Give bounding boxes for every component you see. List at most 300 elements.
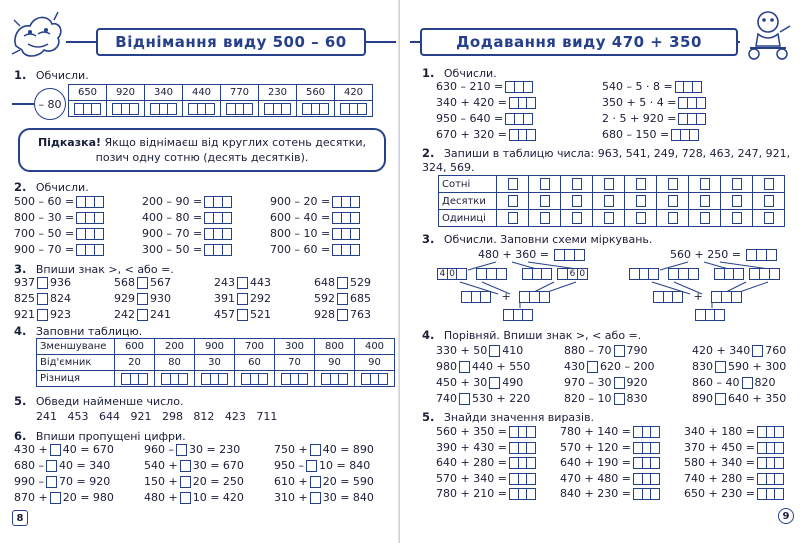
comparison	[692, 392, 786, 405]
digit-box[interactable]	[526, 426, 536, 438]
answer-boxes	[757, 488, 784, 500]
digit-cell[interactable]	[625, 176, 657, 193]
expression-part: 30 = 670	[192, 459, 244, 472]
answer-boxes	[509, 488, 536, 500]
expression-text: 580 + 340 =	[684, 456, 755, 469]
answer-cell	[183, 101, 221, 117]
subtrahend-cell: 30	[195, 355, 235, 371]
exercise	[14, 475, 110, 488]
digit-box[interactable]	[526, 97, 536, 109]
digit-box[interactable]	[319, 103, 329, 115]
digit-box[interactable]	[540, 178, 550, 190]
task-1-exercises	[436, 80, 776, 144]
exercise	[560, 425, 660, 438]
digit-box[interactable]	[764, 212, 774, 224]
digit-box[interactable]	[243, 103, 253, 115]
digit-box[interactable]	[689, 129, 699, 141]
exercise	[560, 441, 660, 454]
sign-box[interactable]	[489, 345, 500, 357]
digit-box[interactable]	[572, 212, 582, 224]
expression-part: 430 +	[14, 443, 48, 456]
digit-box[interactable]	[732, 178, 742, 190]
digit-box[interactable]	[636, 212, 646, 224]
sign-box[interactable]	[337, 293, 348, 305]
answer-cell	[221, 101, 259, 117]
digit-box[interactable]	[94, 212, 104, 224]
digit-box[interactable]	[604, 195, 614, 207]
right-operand: 930	[150, 292, 171, 305]
digit-box[interactable]	[526, 473, 536, 485]
digit-box[interactable]	[338, 373, 348, 385]
row-label: Від'ємник	[37, 355, 115, 371]
answer-boxes	[757, 442, 784, 454]
minuend-cell: 900	[195, 339, 235, 355]
digit-cell[interactable]	[561, 210, 593, 227]
expression-part: 960 –	[144, 443, 174, 456]
answer-boxes	[161, 373, 188, 385]
row-label: Десятки	[439, 193, 497, 210]
left-operand: 928	[314, 308, 335, 321]
right-operand: 640 + 350	[728, 392, 787, 405]
answer-boxes	[675, 81, 702, 93]
digit-box[interactable]	[650, 442, 660, 454]
exercise	[560, 456, 660, 469]
row-label: Сотні	[439, 176, 497, 193]
digit-cell[interactable]	[497, 176, 529, 193]
digit-box[interactable]	[572, 195, 582, 207]
digit-cell[interactable]	[753, 210, 785, 227]
expression-text: 700 – 60 =	[270, 243, 331, 256]
task-number: 1.	[422, 66, 435, 80]
expression-text: 840 + 230 =	[560, 487, 631, 500]
answer-boxes	[633, 457, 660, 469]
digit-cell[interactable]	[689, 176, 721, 193]
task-1-table	[68, 84, 373, 117]
scheme-2-row-2	[654, 290, 742, 303]
digit-box[interactable]	[526, 129, 536, 141]
digit-box[interactable]	[696, 97, 706, 109]
subtrahend-cell: 90	[355, 355, 395, 371]
comparison	[114, 276, 171, 289]
digit-box[interactable]	[523, 113, 533, 125]
digit-box[interactable]	[774, 442, 784, 454]
left-operand: 880 – 70	[564, 344, 612, 357]
digit-box[interactable]	[526, 488, 536, 500]
digit-box[interactable]	[178, 373, 188, 385]
digit-box[interactable]	[732, 195, 742, 207]
task-6-heading	[14, 429, 186, 443]
digit-box[interactable]	[774, 488, 784, 500]
expression-part: 40 = 340	[59, 459, 111, 472]
answer-boxes	[757, 457, 784, 469]
subtrahend-cell: 20	[115, 355, 155, 371]
expression-text: 2 · 5 + 920 =	[602, 112, 677, 125]
digit-cell[interactable]	[529, 193, 561, 210]
sign-box[interactable]	[614, 393, 625, 405]
answer-boxes	[281, 373, 308, 385]
answer-boxes	[76, 244, 103, 256]
digit-cell[interactable]	[753, 193, 785, 210]
digit-cell[interactable]	[561, 193, 593, 210]
digit-box[interactable]	[572, 178, 582, 190]
comparison	[14, 276, 71, 289]
right-operand: 440 + 550	[472, 360, 531, 373]
digit-box[interactable]	[218, 373, 228, 385]
expression-text: 670 + 320 =	[436, 128, 507, 141]
missing-digit-box[interactable]	[176, 444, 187, 456]
digit-box[interactable]	[523, 81, 533, 93]
difference-cell	[115, 371, 155, 387]
expression-text: 950 – 640 =	[436, 112, 504, 125]
exercise	[560, 472, 660, 485]
expression-text: 340 + 420 =	[436, 96, 507, 109]
digit-cell[interactable]	[593, 193, 625, 210]
answer-boxes	[204, 228, 231, 240]
digit-box[interactable]	[764, 178, 774, 190]
digit-cell[interactable]	[625, 193, 657, 210]
digit-box[interactable]	[604, 178, 614, 190]
digit-cell[interactable]	[721, 176, 753, 193]
exercise	[684, 441, 784, 454]
sign-box[interactable]	[587, 361, 598, 373]
comparison	[114, 308, 171, 321]
digit-box[interactable]	[222, 228, 232, 240]
expression-part: 610 +	[274, 475, 308, 488]
answer-boxes	[678, 113, 705, 125]
exercise	[436, 472, 536, 485]
sign-box[interactable]	[237, 309, 248, 321]
expression-text: 300 – 50 =	[142, 243, 203, 256]
digit-box[interactable]	[357, 103, 367, 115]
digit-cell[interactable]	[593, 210, 625, 227]
sign-box[interactable]	[237, 277, 248, 289]
value-cell: 230	[259, 85, 297, 101]
digit-cell[interactable]	[529, 176, 561, 193]
answer-boxes	[678, 97, 705, 109]
exercise	[270, 227, 360, 240]
expression-text: 700 – 50 =	[14, 227, 75, 240]
digit-box[interactable]	[650, 426, 660, 438]
exercise	[602, 80, 702, 93]
task-number: 1.	[14, 68, 27, 82]
missing-digit-box[interactable]	[180, 476, 191, 488]
expression-part: 950 –	[274, 459, 304, 472]
right-operand: 490	[502, 376, 524, 389]
exercise	[684, 472, 784, 485]
missing-digit-box[interactable]	[46, 460, 57, 472]
exercise	[270, 243, 360, 256]
answer-boxes	[340, 103, 367, 115]
digit-box[interactable]	[774, 473, 784, 485]
sign-box[interactable]	[742, 377, 753, 389]
digit-cell[interactable]	[657, 193, 689, 210]
hint-text: Якщо віднімаєш від круглих сотень десятки, позич одну сотню (десять десятків).	[95, 136, 367, 164]
digit-box[interactable]	[700, 195, 710, 207]
left-operand: 740	[436, 392, 457, 405]
expression-part: 10 = 420	[192, 491, 244, 504]
answer-boxes	[361, 373, 388, 385]
digit-cell[interactable]	[561, 176, 593, 193]
sign-box[interactable]	[715, 361, 726, 373]
answer-boxes	[509, 426, 536, 438]
digit-box[interactable]	[94, 244, 104, 256]
expression-part: 150 +	[144, 475, 178, 488]
sign-box[interactable]	[37, 277, 48, 289]
digit-box[interactable]	[668, 212, 678, 224]
right-operand: 521	[250, 308, 271, 321]
answer-boxes	[321, 373, 348, 385]
page-number: 8	[12, 510, 28, 526]
digit-box[interactable]	[692, 81, 702, 93]
sign-box[interactable]	[614, 377, 625, 389]
plus-sign: +	[693, 290, 703, 303]
answer-boxes	[121, 373, 148, 385]
digit-box[interactable]	[540, 212, 550, 224]
row-label: Зменшуване	[37, 339, 115, 355]
digit-cell[interactable]	[497, 210, 529, 227]
expression-text: 800 – 10 =	[270, 227, 331, 240]
value-cell: 420	[335, 85, 373, 101]
subtrahend-cell: 70	[275, 355, 315, 371]
expression-text: 600 – 40 =	[270, 211, 331, 224]
right-operand: 292	[250, 292, 271, 305]
digit-cell[interactable]	[529, 210, 561, 227]
missing-digit-box[interactable]	[50, 444, 61, 456]
expression-part: 40 = 670	[62, 443, 114, 456]
left-operand: 929	[114, 292, 135, 305]
task-text: Порівняй. Впиши знак >, < або =.	[443, 329, 642, 342]
answer-boxes	[204, 212, 231, 224]
left-operand: 330 + 50	[436, 344, 488, 357]
digit-box[interactable]	[774, 426, 784, 438]
digit-box[interactable]	[167, 103, 177, 115]
digit-box[interactable]	[696, 113, 706, 125]
answer-boxes	[509, 457, 536, 469]
digit-box[interactable]	[732, 212, 742, 224]
exercise	[144, 443, 240, 456]
digit-box[interactable]	[258, 373, 268, 385]
answer-cell	[259, 101, 297, 117]
exercise	[14, 211, 104, 224]
expression-text: 900 – 70 =	[14, 243, 75, 256]
digit-box[interactable]	[508, 212, 518, 224]
difference-cell	[355, 371, 395, 387]
value-cell: 770	[221, 85, 259, 101]
digit-box[interactable]	[636, 178, 646, 190]
difference-cell	[155, 371, 195, 387]
page-title: Віднімання виду 500 – 60	[96, 28, 366, 56]
digit-box[interactable]	[222, 212, 232, 224]
digit-box[interactable]	[636, 195, 646, 207]
sign-box[interactable]	[237, 293, 248, 305]
sign-box[interactable]	[459, 393, 470, 405]
digit-box[interactable]	[650, 473, 660, 485]
sign-box[interactable]	[37, 309, 48, 321]
answer-boxes	[264, 103, 291, 115]
digit-box[interactable]	[700, 178, 710, 190]
digit-box[interactable]	[650, 488, 660, 500]
sign-box[interactable]	[459, 361, 470, 373]
digit-box[interactable]	[94, 228, 104, 240]
comparison	[214, 292, 271, 305]
exercise	[436, 441, 536, 454]
expression-text: 800 – 30 =	[14, 211, 75, 224]
exercise	[560, 487, 660, 500]
left-operand: 648	[314, 276, 335, 289]
task-2-heading	[422, 146, 792, 175]
missing-digit-box[interactable]	[310, 444, 321, 456]
missing-digit-box[interactable]	[50, 492, 61, 504]
row-label: Різниця	[37, 371, 115, 387]
digit-cell[interactable]	[625, 210, 657, 227]
task-number: 5.	[14, 394, 27, 408]
digit-box[interactable]	[129, 103, 139, 115]
expression-text: 340 + 180 =	[684, 425, 755, 438]
comparison	[436, 392, 530, 405]
left-operand: 825	[14, 292, 35, 305]
left-operand: 921	[14, 308, 35, 321]
digit-cell: 4	[437, 268, 448, 280]
page-title: Додавання виду 470 + 350	[420, 28, 738, 56]
digit-box[interactable]	[350, 212, 360, 224]
left-operand: 937	[14, 276, 35, 289]
comparison	[692, 360, 786, 373]
row-label: Одиниці	[439, 210, 497, 227]
minuend-cell: 600	[115, 339, 155, 355]
operator-circle: – 80	[34, 88, 66, 120]
answer-cell	[335, 101, 373, 117]
right-operand: 760	[765, 344, 787, 357]
sign-box[interactable]	[137, 293, 148, 305]
comparison	[692, 344, 786, 357]
sign-box[interactable]	[614, 345, 625, 357]
digit-cell[interactable]	[497, 193, 529, 210]
expression-text: 640 + 280 =	[436, 456, 507, 469]
digit-box[interactable]	[604, 212, 614, 224]
missing-digit-box[interactable]	[180, 492, 191, 504]
expression-part: 990 –	[14, 475, 44, 488]
digit-box[interactable]	[350, 196, 360, 208]
sign-box[interactable]	[137, 309, 148, 321]
sign-box[interactable]	[137, 277, 148, 289]
comparison	[564, 376, 648, 389]
right-operand: 410	[502, 344, 524, 357]
expression-text: 480 + 360 =	[478, 248, 549, 261]
digit-box[interactable]	[650, 457, 660, 469]
sign-box[interactable]	[37, 293, 48, 305]
digit-box[interactable]	[508, 195, 518, 207]
digit-cell[interactable]	[753, 176, 785, 193]
exercise	[14, 227, 104, 240]
answer-boxes	[332, 244, 359, 256]
digit-box[interactable]	[508, 178, 518, 190]
answer-cell	[107, 101, 145, 117]
missing-digit-box[interactable]	[306, 460, 317, 472]
sign-box[interactable]	[337, 309, 348, 321]
digit-cell[interactable]	[689, 210, 721, 227]
digit-cell[interactable]	[657, 176, 689, 193]
expression-part: 70 = 920	[59, 475, 111, 488]
digit-cell[interactable]	[593, 176, 625, 193]
minuend-cell: 400	[355, 339, 395, 355]
task-text: Знайди значення виразів.	[443, 411, 595, 424]
digit-cell[interactable]	[721, 193, 753, 210]
difference-cell	[195, 371, 235, 387]
sign-box[interactable]	[715, 393, 726, 405]
digit-cell[interactable]	[721, 210, 753, 227]
digit-box[interactable]	[526, 442, 536, 454]
exercise	[144, 459, 244, 472]
digit-box[interactable]	[222, 196, 232, 208]
task-3-heading	[14, 262, 174, 276]
task-3-heading	[422, 232, 652, 246]
digit-box[interactable]	[350, 244, 360, 256]
difference-cell	[235, 371, 275, 387]
subtrahend-cell: 80	[155, 355, 195, 371]
digit-box[interactable]	[205, 103, 215, 115]
task-text: Обчисли.	[35, 69, 89, 82]
digit-box[interactable]	[764, 195, 774, 207]
exercise	[142, 211, 232, 224]
digit-box[interactable]	[668, 178, 678, 190]
hint-box	[18, 128, 386, 172]
missing-digit-box[interactable]	[310, 492, 321, 504]
comparison	[436, 360, 530, 373]
digit-box[interactable]	[298, 373, 308, 385]
digit-box[interactable]	[94, 196, 104, 208]
sign-box[interactable]	[752, 345, 763, 357]
exercise	[142, 195, 232, 208]
left-operand: 242	[114, 308, 135, 321]
sign-box[interactable]	[489, 377, 500, 389]
answer-boxes	[150, 103, 177, 115]
answer-boxes	[509, 129, 536, 141]
digit-cell[interactable]	[657, 210, 689, 227]
expression-text: 780 + 140 =	[560, 425, 631, 438]
digit-box[interactable]	[774, 457, 784, 469]
expression-text: 500 – 60 =	[14, 195, 75, 208]
missing-digit-box[interactable]	[180, 460, 191, 472]
digit-box[interactable]	[138, 373, 148, 385]
digit-box[interactable]	[281, 103, 291, 115]
left-operand: 391	[214, 292, 235, 305]
exercise	[602, 112, 706, 125]
exercise	[274, 491, 374, 504]
missing-digit-box[interactable]	[310, 476, 321, 488]
digit-cell[interactable]	[689, 193, 721, 210]
digit-box[interactable]	[700, 212, 710, 224]
missing-digit-box[interactable]	[46, 476, 57, 488]
exercise	[14, 459, 110, 472]
exercise	[14, 195, 104, 208]
digit-box[interactable]	[526, 457, 536, 469]
digit-box[interactable]	[350, 228, 360, 240]
answer-cell	[297, 101, 335, 117]
difference-cell	[275, 371, 315, 387]
digit-box[interactable]	[91, 103, 101, 115]
digit-box[interactable]	[378, 373, 388, 385]
comparison	[436, 376, 523, 389]
answer-boxes	[505, 113, 532, 125]
digit-box[interactable]	[222, 244, 232, 256]
comparison	[14, 292, 71, 305]
digit-box[interactable]	[668, 195, 678, 207]
value-cell: 440	[183, 85, 221, 101]
exercise	[14, 243, 104, 256]
right-operand: 567	[150, 276, 171, 289]
digit-box[interactable]	[540, 195, 550, 207]
sign-box[interactable]	[337, 277, 348, 289]
